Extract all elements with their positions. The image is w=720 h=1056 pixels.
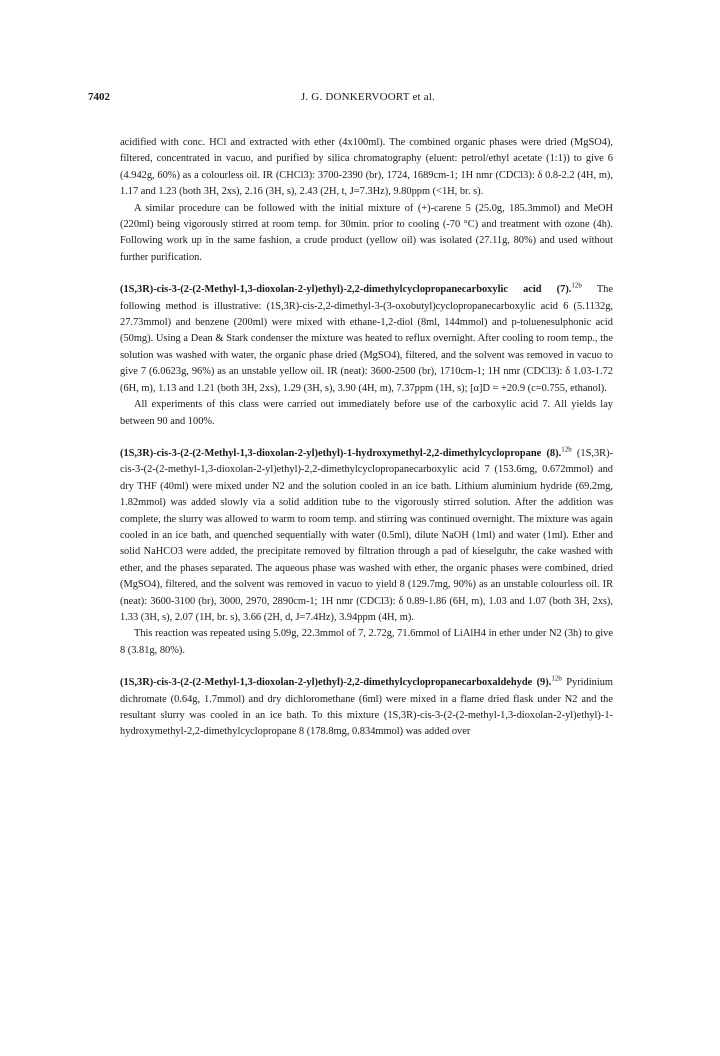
article-body (120, 135, 613, 741)
paragraph-text: All experiments of this class were carried out immediately before use of the carboxylic acid 7. All yields lay between 90 and 100%. (120, 399, 613, 427)
reference-marker: 12b (571, 281, 582, 290)
compound-9-heading: (1S,3R)-cis-3-(2-(2-Methyl-1,3-dioxolan-2-yl)ethyl)-2,2-dimethylcyclopropanecarboxaldehyde (9). (120, 677, 552, 689)
paragraph-text: The following method is illustrative: (1S,3R)-cis-2,2-dimethyl-3-(3-oxobutyl)cyclopropanecarboxylic acid 6 (5.1132g, 27.73mmol) and benzene (200ml) were mixed with ethane-1,2-diol (8ml, 144mmol) and p-toluenesulphonic acid (50mg). Using a Dean & Stark condenser the mixture was heated to reflux overnight. After cooling to room temp., the solution was washed with water, the organic phase dried (MgSO4), filtered, and the solvent was removed in vacuo to give 7 (6.0623g, 96%) as an unstable yellow oil. IR (neat): 3600-2500 (br), 1710cm-1; 1H nmr (CDCl3): δ 1.03-1.72 (6H, m), 1.13 and 1.21 (both 3H, 2xs), 1.29 (3H, s), 3.90 (4H, m), 7.37ppm (1H, s); [α]D = +20.9 (c=0.755, ethanol). (120, 284, 613, 394)
reference-marker: 12b (561, 445, 572, 454)
paragraph-compound-8 (120, 446, 613, 626)
paragraph-workup-6 (120, 135, 613, 201)
paragraph-compound-9 (120, 675, 613, 741)
paragraph-text: acidified with conc. HCl and extracted with ether (4x100ml). The combined organic phases were dried (MgSO4), filtered, concentrated in vacuo, and purified by silica chromatography (eluent: petrol/ethyl acetate (1:1)) to give 6 (4.942g, 60%) as a colourless oil. IR (CHCl3): 3700-2390 (br), 1724, 1689cm-1; 1H nmr (CDCl3): δ 0.8-2.2 (4H, m), 1.17 and 1.23 (both 3H, 2xs), 2.16 (3H, s), 2.43 (2H, t, J=7.3Hz), 9.80ppm (<1H, br. s). (120, 137, 613, 198)
paragraph-text: (1S,3R)-cis-3-(2-(2-methyl-1,3-dioxolan-2-yl)ethyl)-2,2-dimethylcyclopropanecarboxylic acid 7 (153.6mg, 0.672mmol) and dry THF (40ml) were mixed under N2 and the solution cooled in an ice bath. Lithium aluminium hydride (69.2mg, 1.82mmol) was added slowly via a solid addition tube to the vigorously stirred solution. After the addition was complete, the slurry was allowed to warm to room temp. and stirring was continued overnight. The mixture was again cooled in an ice bath, and quenched sequentially with water (0.5ml), dilute NaOH (1ml) and water (1ml). Ether and solid NaHCO3 were added, the precipitate removed by filtration through a pad of kieselguhr, the cake washed with ether, and the phases separated. The aqueous phase was washed with ether, the organic phases were combined, dried (MgSO4), filtered, and the solvent was removed in vacuo to yield 8 (129.7mg, 90%) as an unstable colourless oil. IR (neat): 3600-3100 (br), 3000, 2970, 2890cm-1; 1H nmr (CDCl3): δ 0.89-1.86 (6H, m), 1.03 and 1.07 (both 3H, 2xs), 1.33 (3H, s), 2.07 (1H, br. s), 3.66 (2H, d, J=7.4Hz), 3.94ppm (4H, m). (120, 447, 613, 623)
paragraph-experiments-note (120, 397, 613, 430)
paragraph-text: Pyridinium dichromate (0.64g, 1.7mmol) and dry dichloromethane (6ml) were mixed in a flame dried flask under N2 and the resultant slurry was cooled in an ice bath. To this mixture (1S,3R)-cis-3-(2-(2-methyl-1,3-dioxolan-2-yl)ethyl)-1-hydroxymethyl-2,2-dimethylcyclopropane 8 (178.8mg, 0.834mmol) was added over (120, 677, 613, 738)
page-header (88, 91, 648, 107)
paragraph-repeat-reaction (120, 626, 613, 659)
running-head: J. G. DONKERVOORT et al. (300, 91, 436, 103)
paragraph-text: This reaction was repeated using 5.09g, 22.3mmol of 7, 2.72g, 71.6mmol of LiAlH4 in ether under N2 (3h) to give 8 (3.81g, 80%). (120, 628, 613, 656)
compound-7-heading: (1S,3R)-cis-3-(2-(2-Methyl-1,3-dioxolan-2-yl)ethyl)-2,2-dimethylcyclopropanecarboxylic acid (7). (120, 284, 572, 296)
page-number: 7402 (88, 91, 110, 103)
compound-8-heading: (1S,3R)-cis-3-(2-(2-Methyl-1,3-dioxolan-2-yl)ethyl)-1-hydroxymethyl-2,2-dimethylcyclopropane (8). (120, 447, 562, 459)
reference-marker: 12b (551, 674, 562, 683)
paragraph-carene-procedure (120, 201, 613, 267)
paragraph-text: A similar procedure can be followed with the initial mixture of (+)-carene 5 (25.0g, 185.3mmol) and MeOH (220ml) being vigorously stirred at room temp. for 30min. prior to cooling (-70 °C) and treatment with ozone (4h). Following work up in the same fashion, a crude product (yellow oil) was isolated (27.11g, 80%) and used without further purification. (120, 202, 613, 263)
paragraph-compound-7 (120, 282, 613, 397)
